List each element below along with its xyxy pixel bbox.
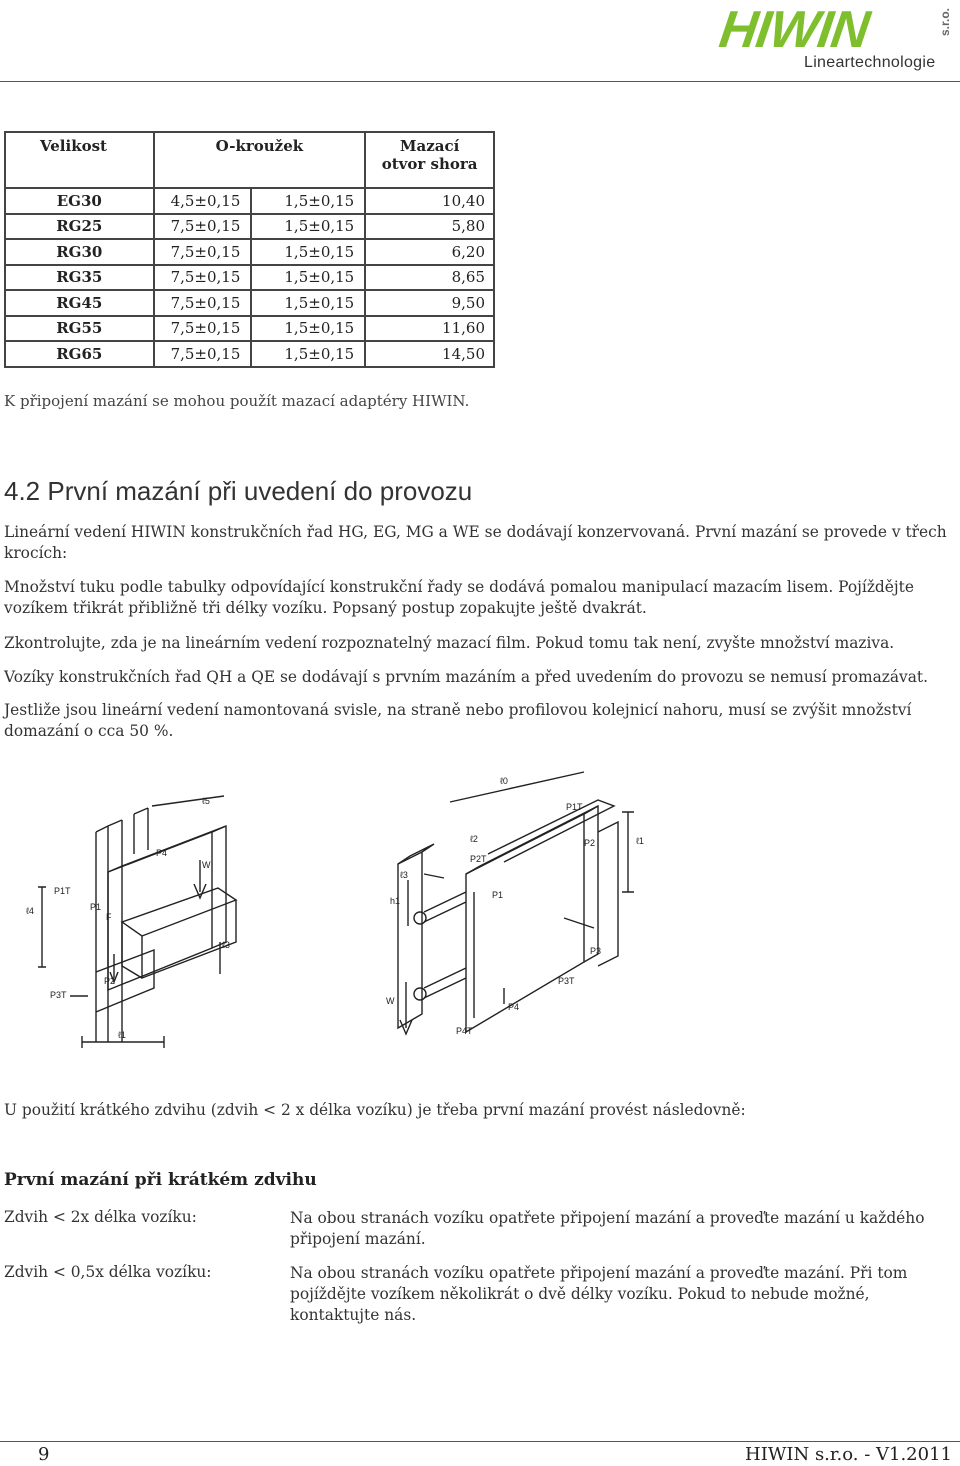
stroke-text-05x: Na obou stranách vozíku opatřete připojení mazání a proveďte mazání. Při tom pojíždějte vozíkem několikrát o dvě délky vozíku. Pokud to nebude možné, kontaktujte nás. [290, 1264, 908, 1324]
section-title: 4.2 První mazání při uvedení do provozu [4, 476, 473, 506]
hiwin-logo [715, 1, 956, 74]
paragraph-vertical-mount: Jestliže jsou lineární vedení namontovaná svisle, na straně nebo profilovou kolejnicí nahoru, musí se zvýšit množství domazání o cca 50 %. [4, 701, 912, 740]
paragraph-qh-qe: Vozíky konstrukčních řad QH a QE se dodávají s prvním mazáním a před uvedením do provozu se nemusí promazávat. [4, 668, 928, 686]
diagram-label: P4 [508, 1002, 520, 1012]
cell-lube-hole: 11,60 [365, 316, 494, 342]
cell-o-ring-2: 1,5±0,15 [251, 290, 365, 316]
cell-size: RG25 [5, 214, 154, 240]
logo-subtitle: Lineartechnologie [804, 54, 936, 71]
cell-lube-hole: 5,80 [365, 214, 494, 240]
diagram-label: P3T [50, 990, 67, 1000]
cell-size: EG30 [5, 188, 154, 214]
diagram-label: P4T [456, 1026, 473, 1036]
cell-size: RG45 [5, 290, 154, 316]
adapter-note: K připojení mazání se mohou použít mazací adaptéry HIWIN. [4, 392, 470, 410]
logo-sro: s.r.o. [938, 8, 952, 37]
diagram-label: ℓ1 [118, 1030, 126, 1040]
diagram-label: P3T [558, 976, 575, 986]
cell-o-ring-1: 7,5±0,15 [154, 290, 252, 316]
cell-size: RG55 [5, 316, 154, 342]
cell-o-ring-2: 1,5±0,15 [251, 341, 365, 367]
cell-o-ring-2: 1,5±0,15 [251, 188, 365, 214]
table-row [5, 265, 494, 291]
table-row [5, 316, 494, 342]
table-row [5, 188, 494, 214]
cell-o-ring-1: 4,5±0,15 [154, 188, 252, 214]
diagram-label: ℓ2 [470, 834, 478, 844]
table-row [5, 341, 494, 367]
diagram-label: W [202, 860, 211, 870]
paragraph-grease-amount: Množství tuku podle tabulky odpovídající konstrukční řady se dodává pomalou manipulací mazacím lisem. Pojíždějte vozíkem třikrát přibližně tři délky vozíku. Popsaný postup zopakujte ještě dvakrát. [4, 578, 914, 617]
table-header-row [5, 132, 494, 188]
col-header-size: Velikost [5, 132, 154, 188]
diagram-label: P1 [492, 890, 504, 900]
diagram-label: P3 [590, 946, 602, 956]
diagram-label: P4 [156, 848, 168, 858]
diagram-label: ℓ4 [26, 906, 34, 916]
diagram-label: F [106, 912, 112, 922]
diagram-label: ℓ3 [222, 940, 230, 950]
cell-o-ring-1: 7,5±0,15 [154, 265, 252, 291]
cell-size: RG35 [5, 265, 154, 291]
paragraph-check-film: Zkontrolujte, zda je na lineárním vedení rozpoznatelný mazací film. Pokud tomu tak není, zvyšte množství maziva. [4, 634, 895, 652]
cell-size: RG30 [5, 239, 154, 265]
diagram-label: P1T [566, 802, 583, 812]
diagram-label: P1 [90, 902, 102, 912]
mounting-diagram [4, 742, 950, 1064]
diagram-label: P2T [470, 854, 487, 864]
table-row [5, 290, 494, 316]
diagram-label: P2 [584, 838, 596, 848]
cell-o-ring-1: 7,5±0,15 [154, 341, 252, 367]
table-row [5, 214, 494, 240]
cell-o-ring-1: 7,5±0,15 [154, 214, 252, 240]
table-row [5, 239, 494, 265]
footer-divider [0, 1441, 960, 1442]
cell-size: RG65 [5, 341, 154, 367]
diagram-label: P1T [54, 886, 71, 896]
cell-o-ring-1: 7,5±0,15 [154, 316, 252, 342]
diagram-label: ℓ0 [500, 776, 508, 786]
o-ring-table [4, 131, 495, 368]
footer-company-version: HIWIN s.r.o. - V1.2011 [745, 1444, 952, 1465]
page-number: 9 [38, 1444, 50, 1465]
diagram-label: P2 [104, 976, 116, 986]
cell-o-ring-2: 1,5±0,15 [251, 214, 365, 240]
cell-o-ring-2: 1,5±0,15 [251, 316, 365, 342]
paragraph-intro: Lineární vedení HIWIN konstrukčních řad HG, EG, MG a WE se dodávají konzervovaná. První mazání se provede v třech krocích: [4, 523, 947, 562]
stroke-label-2x: Zdvih < 2x délka vozíku: [4, 1208, 197, 1226]
short-stroke-intro: U použití krátkého zdvihu (zdvih < 2 x délka vozíku) je třeba první mazání provést následovně: [4, 1101, 746, 1119]
cell-o-ring-1: 7,5±0,15 [154, 239, 252, 265]
cell-o-ring-2: 1,5±0,15 [251, 239, 365, 265]
logo-wordmark: HIWIN [715, 1, 873, 59]
diagram-label: ℓ3 [400, 870, 408, 880]
diagram-label: ℓ5 [202, 796, 210, 806]
diagram-label: ℓ1 [636, 836, 644, 846]
diagram-label: h1 [390, 896, 401, 906]
short-stroke-title: První mazání při krátkém zdvihu [4, 1170, 317, 1190]
cell-lube-hole: 8,65 [365, 265, 494, 291]
col-header-o-ring: O-kroužek [154, 132, 366, 188]
stroke-text-2x: Na obou stranách vozíku opatřete připojení mazání a proveďte mazání u každého připojení mazání. [290, 1209, 925, 1248]
col-header-lube-hole: Mazací otvor shora [365, 132, 494, 188]
cell-o-ring-2: 1,5±0,15 [251, 265, 365, 291]
cell-lube-hole: 9,50 [365, 290, 494, 316]
cell-lube-hole: 14,50 [365, 341, 494, 367]
stroke-label-05x: Zdvih < 0,5x délka vozíku: [4, 1263, 212, 1281]
cell-lube-hole: 10,40 [365, 188, 494, 214]
header-divider [0, 81, 960, 82]
cell-lube-hole: 6,20 [365, 239, 494, 265]
diagram-label: W [386, 996, 395, 1006]
